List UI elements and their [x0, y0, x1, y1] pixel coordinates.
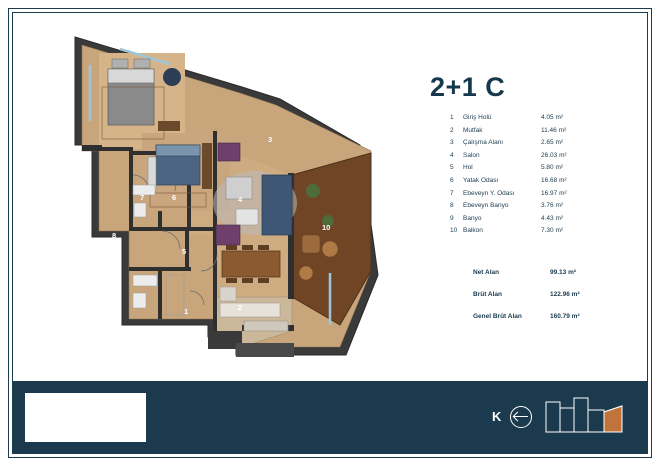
total-label: Brüt Alan: [473, 291, 503, 298]
legend-room-name: Çalışma Alanı: [463, 139, 504, 147]
legend-number: 9: [450, 214, 454, 222]
legend-room-area: 7.30 m²: [541, 227, 564, 235]
north-and-building-logo: [492, 392, 632, 444]
legend-row: [450, 137, 630, 150]
legend-number: 3: [450, 139, 454, 147]
legend-room-area: 16.97 m²: [541, 189, 567, 197]
total-label: Genel Brüt Alan: [473, 313, 522, 320]
room-number-6: 6: [172, 193, 177, 202]
legend-room-name: Ebeveyn Banyo: [463, 202, 509, 210]
legend-number: 1: [450, 114, 454, 121]
legend-room-name: Yatak Odası: [463, 176, 499, 184]
legend-number: 4: [450, 151, 454, 159]
legend-room-name: Mutfak: [463, 126, 483, 134]
legend-room-name: Hol: [463, 164, 473, 172]
total-row: [473, 268, 643, 290]
room-number-3: 3: [268, 135, 273, 144]
legend-room-area: 11.46 m²: [541, 126, 567, 134]
legend-room-name: Giriş Holü: [463, 114, 492, 121]
legend-row: [450, 175, 630, 188]
total-row: [473, 290, 643, 312]
legend-number: 2: [450, 126, 454, 134]
legend-room-area: 16.68 m²: [541, 176, 567, 184]
floor-plan-drawing: [30, 25, 420, 375]
plan-walls-svg: [30, 25, 420, 375]
compass-north-icon: [510, 406, 532, 428]
room-number-4: 4: [238, 195, 243, 204]
compass-label: K: [492, 409, 502, 424]
legend-number: 7: [450, 189, 454, 197]
legend-number: 6: [450, 176, 454, 184]
legend-row: [450, 162, 630, 175]
room-number-2: 2: [238, 303, 243, 312]
total-row: [473, 312, 643, 334]
plan-title: 2+1 C: [430, 72, 506, 102]
legend-room-name: Ebeveyn Y. Odası: [463, 189, 515, 197]
room-number-10: 10: [322, 223, 331, 232]
total-value: 122.96 m²: [550, 291, 580, 298]
building-icon: [538, 396, 630, 440]
legend-room-area: 3.76 m²: [541, 202, 564, 210]
room-number-1: 1: [184, 307, 189, 316]
room-number-9: 9: [116, 281, 121, 290]
legend-room-area: 26.03 m²: [541, 151, 567, 159]
legend-room-area: 4.43 m²: [541, 214, 564, 222]
area-totals: [473, 268, 643, 334]
legend-row: [450, 150, 630, 163]
total-value: 160.79 m²: [550, 313, 580, 320]
total-label: Net Alan: [473, 269, 500, 276]
legend-row: [450, 225, 630, 238]
room-number-5: 5: [182, 247, 187, 256]
legend-room-area: 2.65 m²: [541, 139, 564, 147]
legend-number: 10: [450, 227, 458, 235]
legend-room-name: Salon: [463, 151, 480, 159]
title-block-blank: [24, 392, 147, 443]
legend-room-area: 4.05 m²: [541, 114, 564, 121]
legend-room-area: 5.80 m²: [541, 164, 564, 172]
legend-row: [450, 200, 630, 213]
room-number-7: 7: [140, 193, 145, 202]
legend-row: [450, 112, 630, 125]
legend-number: 5: [450, 164, 454, 172]
legend-number: 8: [450, 202, 454, 210]
legend-room-name: Banyo: [463, 214, 482, 222]
room-number-8: 8: [112, 231, 117, 240]
room-legend: [450, 112, 630, 238]
legend-room-name: Balkon: [463, 227, 483, 235]
legend-row: [450, 188, 630, 201]
legend-row: [450, 213, 630, 226]
legend-row: [450, 125, 630, 138]
total-value: 99.13 m²: [550, 269, 577, 276]
